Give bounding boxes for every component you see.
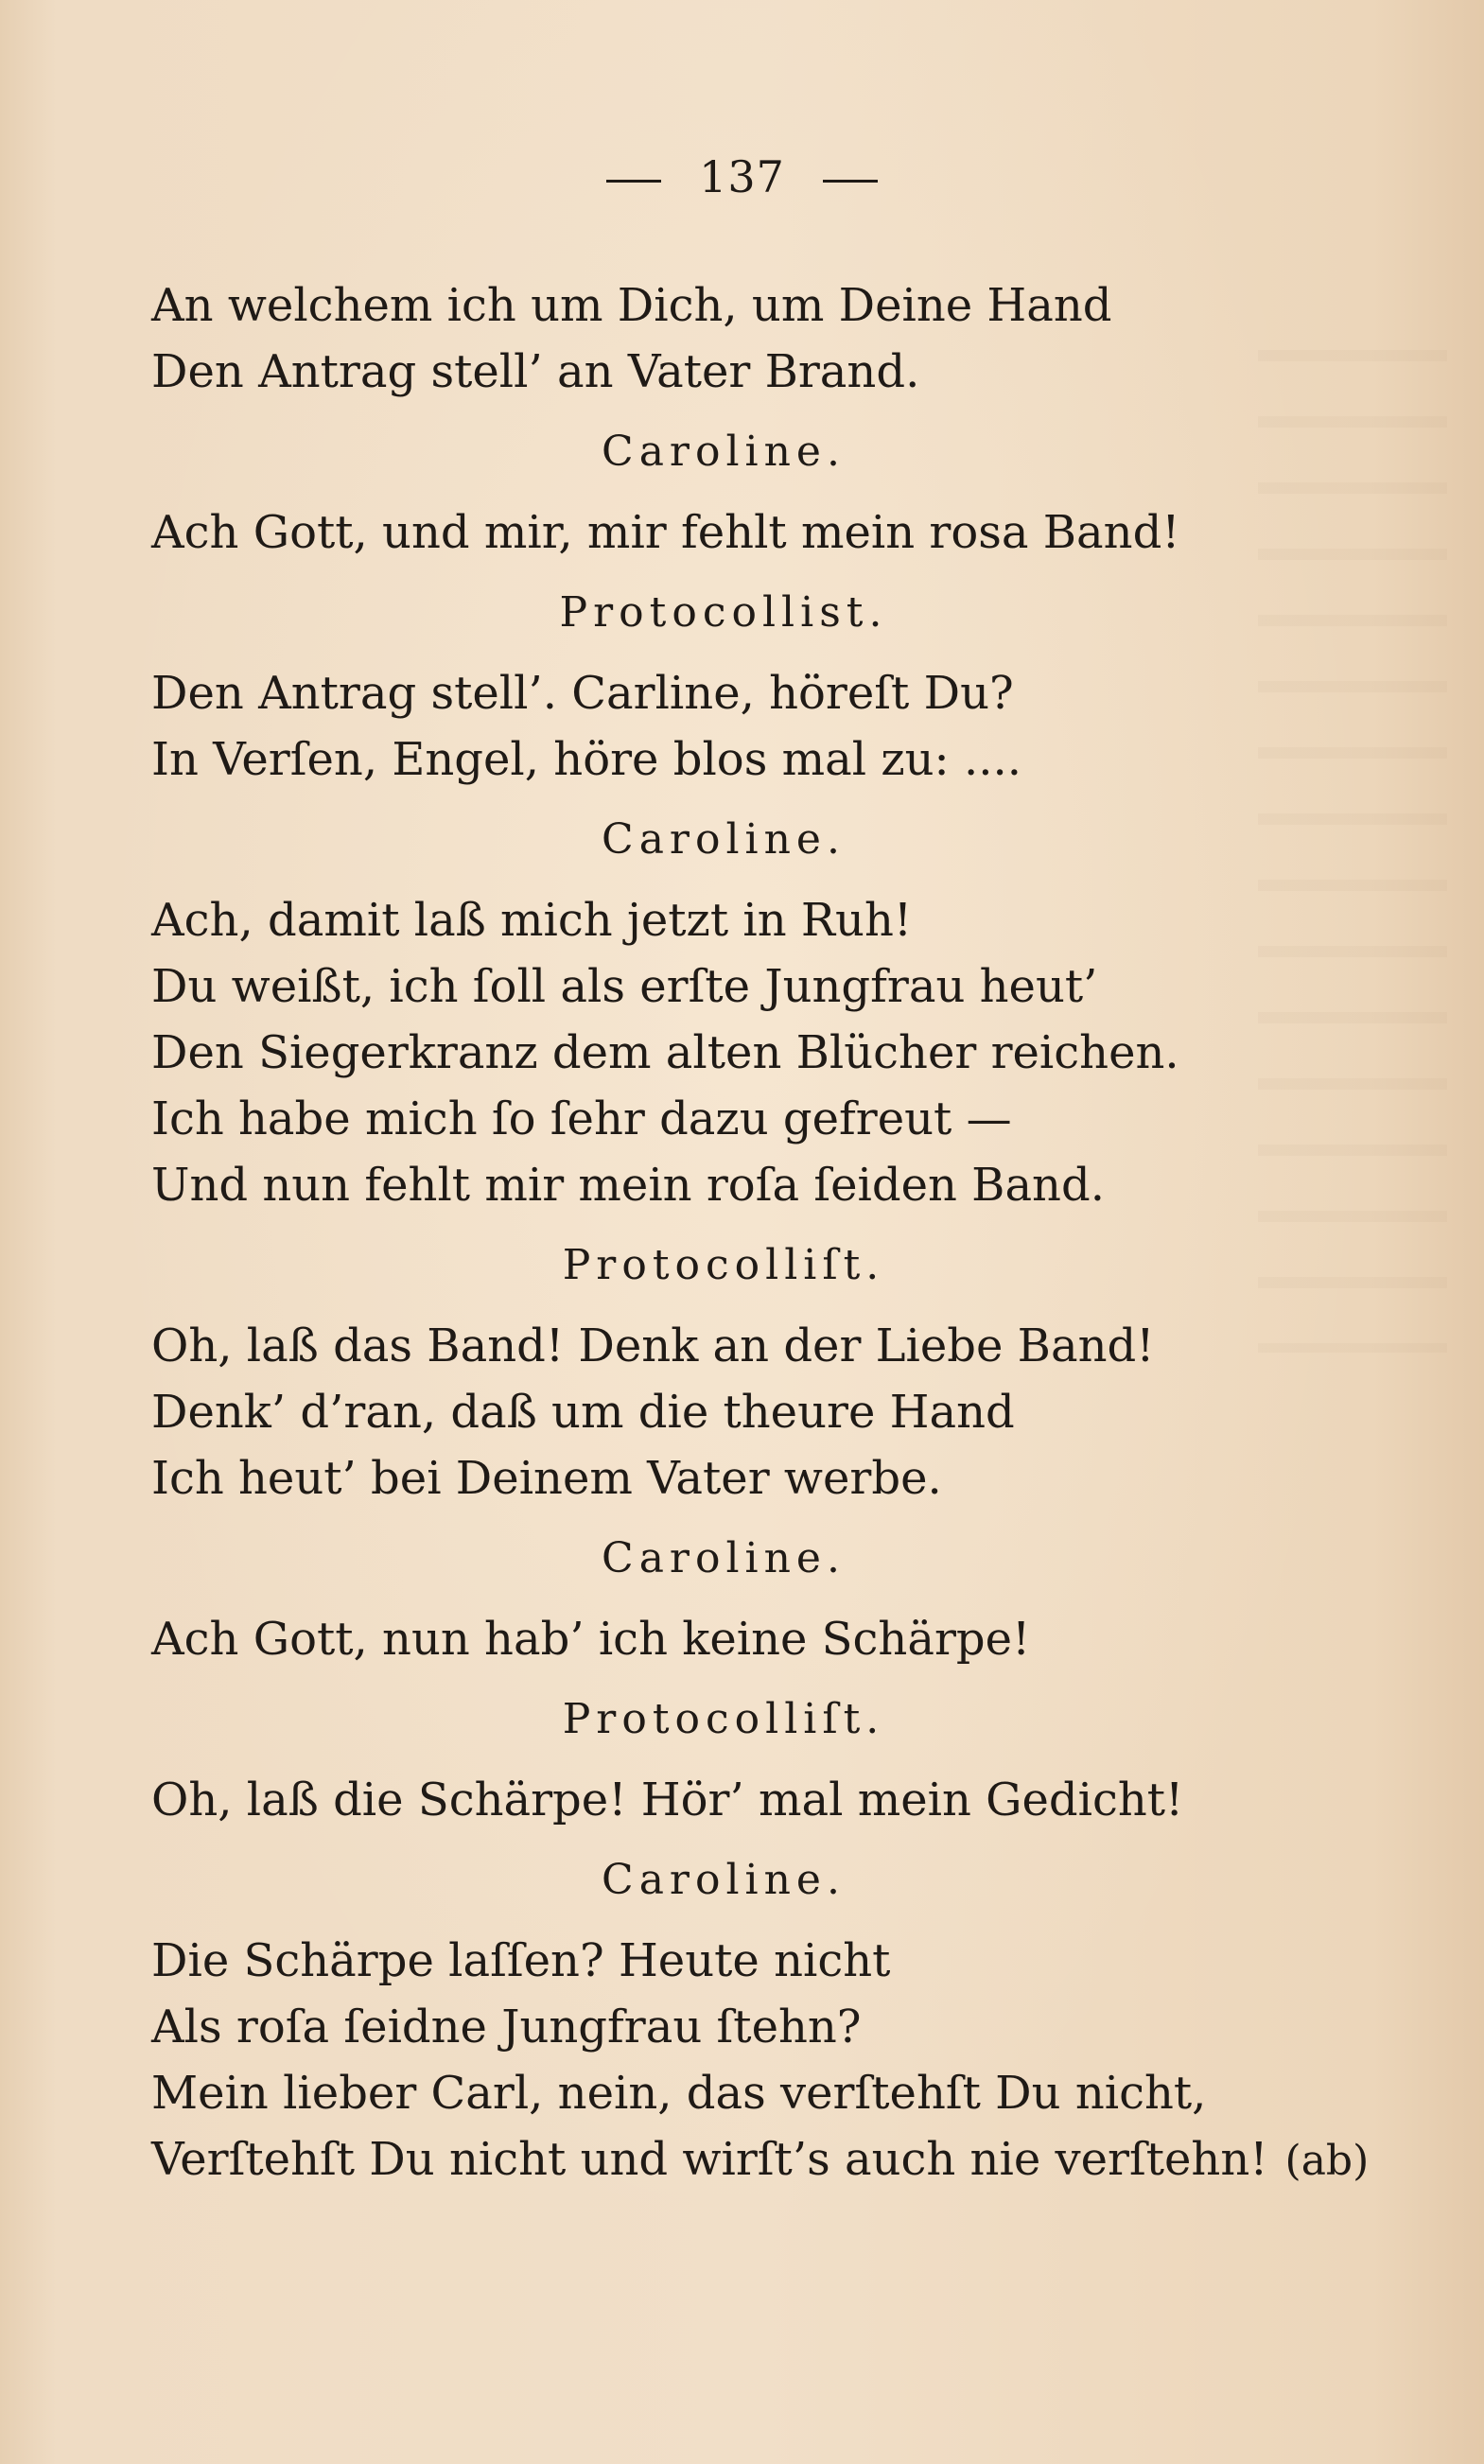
- verse-line: [151, 272, 1315, 339]
- verse-line-text: In Verſen, Engel, höre blos mal zu: ....: [151, 733, 1021, 786]
- speaker-name: Caroline.: [602, 1534, 846, 1582]
- verse-line-text: Den Antrag stell’ an Vater Brand.: [151, 345, 920, 398]
- verse-line-text: Du weißt, ich ſoll als erſte Jungfrau heut’: [151, 960, 1098, 1013]
- verse-line-text: Als roſa ſeidne Jungfrau ſtehn?: [151, 2001, 862, 2053]
- verse-line: [151, 339, 1315, 405]
- header-dash-right: [823, 180, 878, 183]
- verse-line: [151, 660, 1315, 726]
- verse-line-text: An welchem ich um Dich, um Deine Hand: [151, 279, 1112, 332]
- speaker-name: Caroline.: [602, 1856, 846, 1904]
- page-header: [0, 151, 1484, 202]
- verse-line-text: Ich habe mich ſo ſehr dazu gefreut —: [151, 1092, 1012, 1145]
- verse-line-text: Den Siegerkranz dem alten Blücher reichen.: [151, 1026, 1179, 1079]
- verse-line-text: Ach, damit laß mich jetzt in Ruh!: [151, 894, 913, 947]
- verse-line: [151, 1767, 1315, 1833]
- verse-line: [151, 2060, 1315, 2126]
- verse-line: [151, 1020, 1315, 1086]
- verse-line: [151, 1994, 1315, 2060]
- page-number: 137: [699, 151, 785, 202]
- verse-line-text: Ich heut’ bei Deinem Vater werbe.: [151, 1452, 942, 1505]
- speaker-name: Protocollist.: [559, 588, 888, 637]
- speaker-name: Caroline.: [602, 428, 846, 476]
- verse-line-text: Und nun fehlt mir mein roſa ſeiden Band.: [151, 1159, 1105, 1212]
- play-text: [151, 272, 1370, 2193]
- verse-line: [151, 499, 1315, 566]
- verse-line: [151, 726, 1315, 793]
- verse-line-text: Mein lieber Carl, nein, das verſtehſt Du nicht,: [151, 2067, 1207, 2120]
- verse-line: [151, 1445, 1315, 1512]
- verse-line-text: Ach Gott, und mir, mir fehlt mein rosa Band!: [151, 506, 1180, 559]
- verse-line-text: Ach Gott, nun hab’ ich keine Schärpe!: [151, 1613, 1031, 1666]
- verse-line: [151, 1152, 1315, 1218]
- verse-line: [151, 1086, 1315, 1152]
- verse-line: [151, 953, 1315, 1020]
- verse-line-text: Oh, laß die Schärpe! Hör’ mal mein Gedicht!: [151, 1774, 1184, 1826]
- verse-line: [151, 2126, 1370, 2193]
- speaker-name: Protocolliſt.: [562, 1241, 885, 1289]
- verse-line-text: Den Antrag stell’. Carline, höreſt Du?: [151, 667, 1014, 720]
- speaker-name: Protocolliſt.: [562, 1695, 885, 1743]
- verse-line-text: Verſtehſt Du nicht und wirſt’s auch nie verſtehn!: [151, 2133, 1268, 2186]
- verse-line-text: Denk’ d’ran, daß um die theure Hand: [151, 1386, 1015, 1439]
- verse-line-text: Die Schärpe laſſen? Heute nicht: [151, 1934, 891, 1987]
- stage-direction: (ab): [1284, 2137, 1370, 2185]
- verse-line: [151, 1606, 1315, 1672]
- verse-line: [151, 887, 1315, 953]
- verse-line: [151, 1313, 1315, 1379]
- speaker-name: Caroline.: [602, 815, 846, 864]
- verse-line-text: Oh, laß das Band! Denk an der Liebe Band!: [151, 1319, 1155, 1372]
- verse-line: [151, 1928, 1315, 1994]
- header-dash-left: [606, 180, 661, 183]
- verse-line: [151, 1379, 1315, 1445]
